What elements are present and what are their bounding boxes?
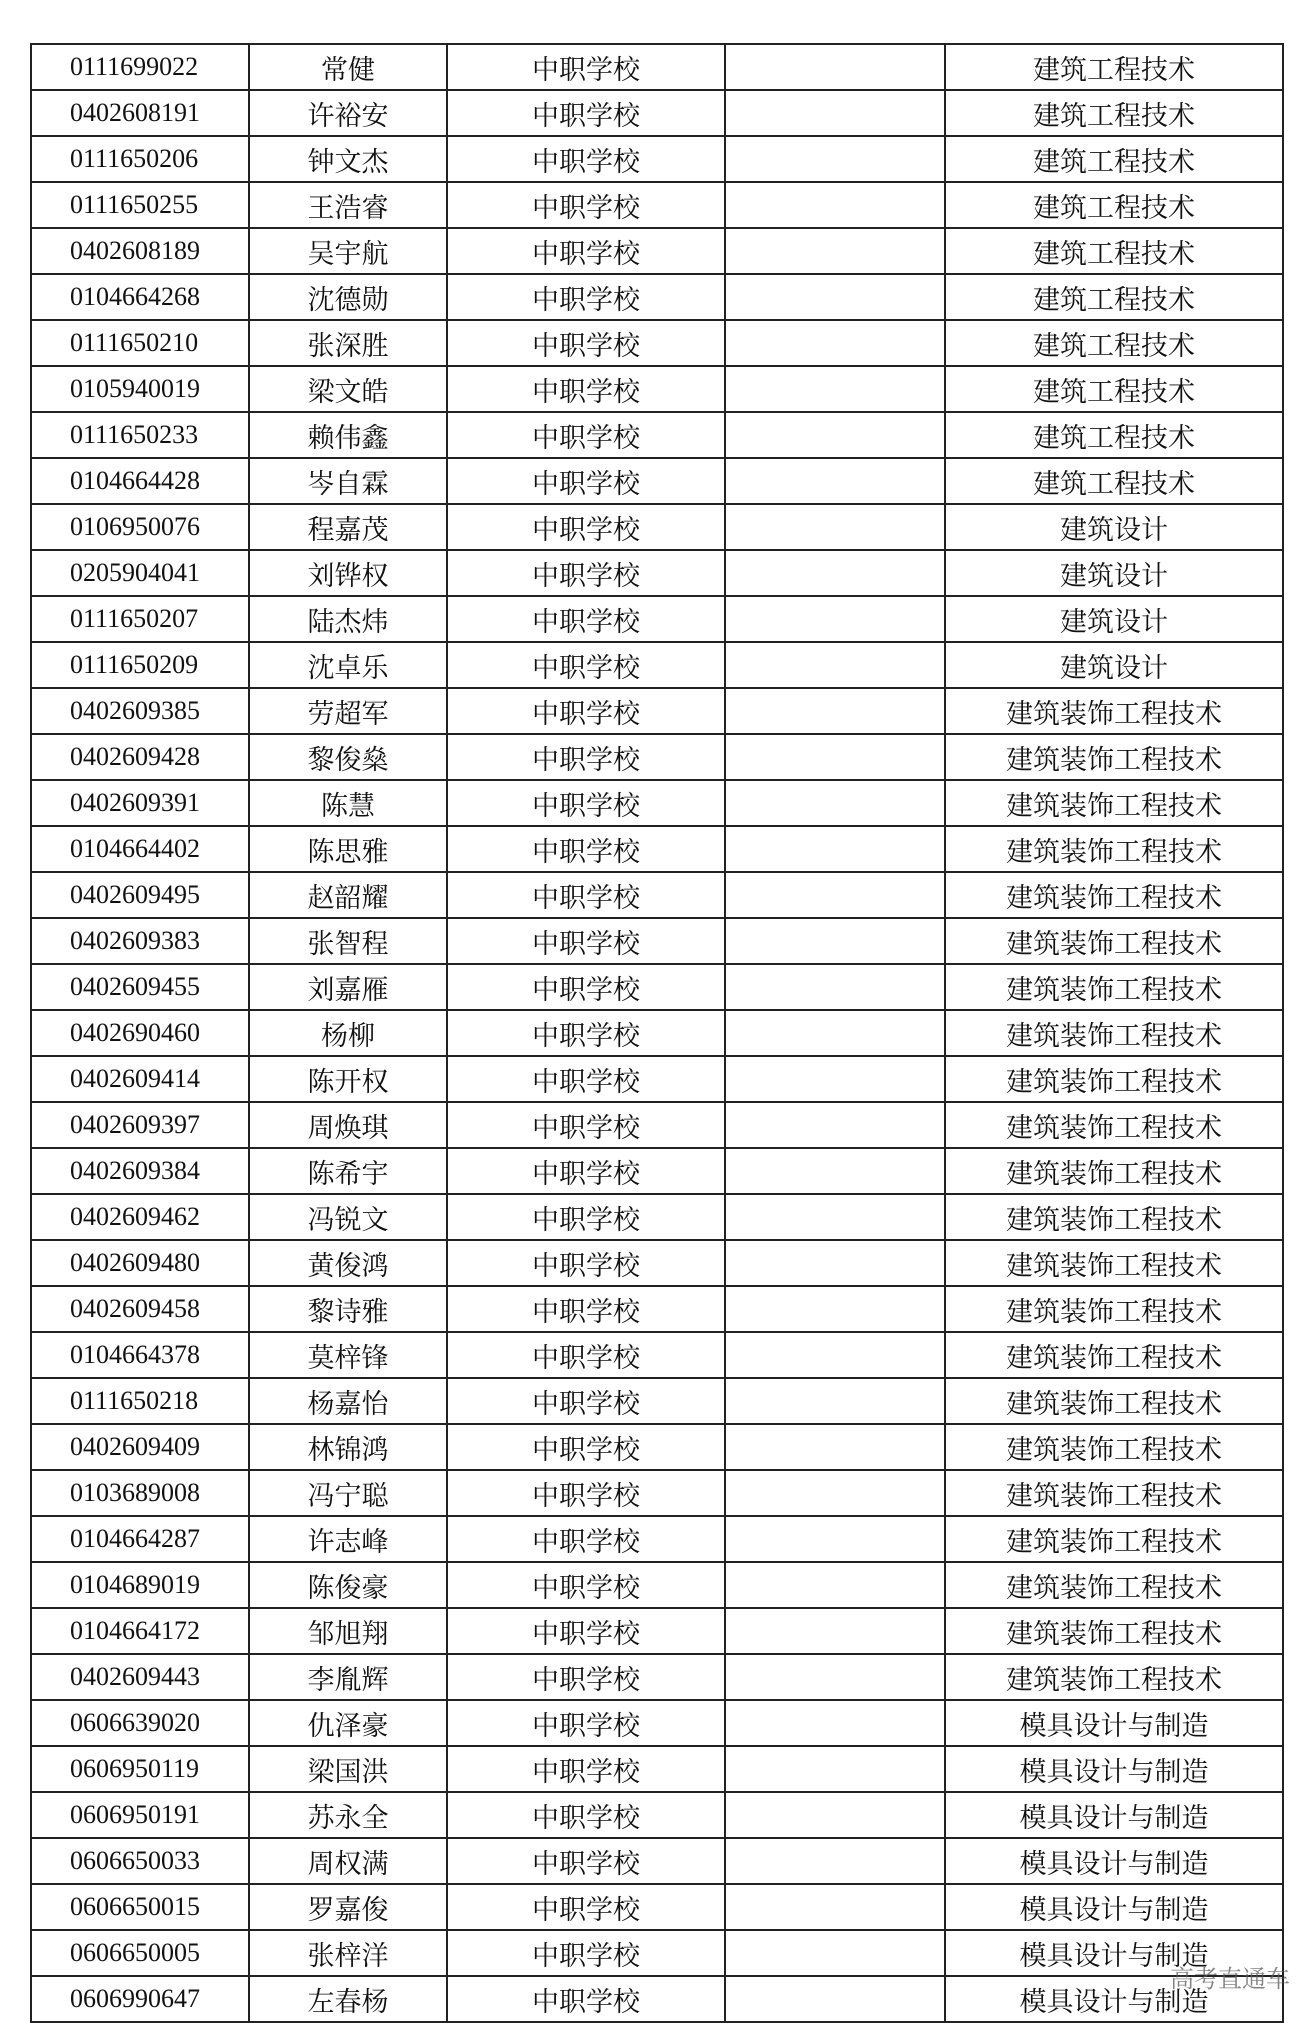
blank-cell bbox=[725, 1746, 945, 1792]
blank-cell bbox=[725, 780, 945, 826]
school-type-cell: 中职学校 bbox=[447, 90, 725, 136]
candidate-id-cell: 0106950076 bbox=[31, 504, 249, 550]
table-row bbox=[31, 872, 1283, 918]
student-name-cell: 赖伟鑫 bbox=[249, 412, 447, 458]
student-name-cell: 冯宁聪 bbox=[249, 1470, 447, 1516]
school-type-cell: 中职学校 bbox=[447, 1378, 725, 1424]
school-type-cell: 中职学校 bbox=[447, 136, 725, 182]
blank-cell bbox=[725, 44, 945, 90]
table-row bbox=[31, 1286, 1283, 1332]
candidate-id-cell: 0402609409 bbox=[31, 1424, 249, 1470]
school-type-cell: 中职学校 bbox=[447, 1884, 725, 1930]
school-type-cell: 中职学校 bbox=[447, 1746, 725, 1792]
candidate-id-cell: 0104664287 bbox=[31, 1516, 249, 1562]
student-name-cell: 陈俊豪 bbox=[249, 1562, 447, 1608]
blank-cell bbox=[725, 412, 945, 458]
candidate-id-cell: 0402609443 bbox=[31, 1654, 249, 1700]
blank-cell bbox=[725, 964, 945, 1010]
student-name-cell: 梁国洪 bbox=[249, 1746, 447, 1792]
student-name-cell: 许志峰 bbox=[249, 1516, 447, 1562]
major-cell: 建筑装饰工程技术 bbox=[945, 734, 1283, 780]
school-type-cell: 中职学校 bbox=[447, 1838, 725, 1884]
student-name-cell: 沈德勋 bbox=[249, 274, 447, 320]
school-type-cell: 中职学校 bbox=[447, 1240, 725, 1286]
student-name-cell: 常健 bbox=[249, 44, 447, 90]
table-row bbox=[31, 274, 1283, 320]
major-cell: 建筑工程技术 bbox=[945, 182, 1283, 228]
major-cell: 建筑工程技术 bbox=[945, 458, 1283, 504]
major-cell: 模具设计与制造 bbox=[945, 1884, 1283, 1930]
admission-roster-table bbox=[30, 43, 1284, 2023]
major-cell: 建筑装饰工程技术 bbox=[945, 1102, 1283, 1148]
major-cell: 模具设计与制造 bbox=[945, 1838, 1283, 1884]
school-type-cell: 中职学校 bbox=[447, 1562, 725, 1608]
table-row bbox=[31, 1516, 1283, 1562]
major-cell: 建筑装饰工程技术 bbox=[945, 918, 1283, 964]
candidate-id-cell: 0402609384 bbox=[31, 1148, 249, 1194]
candidate-id-cell: 0111650209 bbox=[31, 642, 249, 688]
student-name-cell: 张深胜 bbox=[249, 320, 447, 366]
blank-cell bbox=[725, 596, 945, 642]
candidate-id-cell: 0104664172 bbox=[31, 1608, 249, 1654]
candidate-id-cell: 0104664268 bbox=[31, 274, 249, 320]
candidate-id-cell: 0402609458 bbox=[31, 1286, 249, 1332]
student-name-cell: 梁文皓 bbox=[249, 366, 447, 412]
table-row bbox=[31, 918, 1283, 964]
blank-cell bbox=[725, 1332, 945, 1378]
student-name-cell: 陈希宇 bbox=[249, 1148, 447, 1194]
blank-cell bbox=[725, 1516, 945, 1562]
candidate-id-cell: 0402609462 bbox=[31, 1194, 249, 1240]
school-type-cell: 中职学校 bbox=[447, 1056, 725, 1102]
blank-cell bbox=[725, 734, 945, 780]
major-cell: 建筑工程技术 bbox=[945, 320, 1283, 366]
major-cell: 建筑工程技术 bbox=[945, 44, 1283, 90]
school-type-cell: 中职学校 bbox=[447, 274, 725, 320]
student-name-cell: 程嘉茂 bbox=[249, 504, 447, 550]
school-type-cell: 中职学校 bbox=[447, 826, 725, 872]
major-cell: 建筑装饰工程技术 bbox=[945, 1148, 1283, 1194]
student-name-cell: 仇泽豪 bbox=[249, 1700, 447, 1746]
school-type-cell: 中职学校 bbox=[447, 44, 725, 90]
table-row bbox=[31, 596, 1283, 642]
school-type-cell: 中职学校 bbox=[447, 504, 725, 550]
school-type-cell: 中职学校 bbox=[447, 1332, 725, 1378]
blank-cell bbox=[725, 1010, 945, 1056]
blank-cell bbox=[725, 1240, 945, 1286]
student-name-cell: 张智程 bbox=[249, 918, 447, 964]
blank-cell bbox=[725, 1792, 945, 1838]
candidate-id-cell: 0606639020 bbox=[31, 1700, 249, 1746]
candidate-id-cell: 0606650005 bbox=[31, 1930, 249, 1976]
major-cell: 建筑装饰工程技术 bbox=[945, 1470, 1283, 1516]
table-row bbox=[31, 44, 1283, 90]
major-cell: 建筑装饰工程技术 bbox=[945, 688, 1283, 734]
student-name-cell: 钟文杰 bbox=[249, 136, 447, 182]
student-name-cell: 邹旭翔 bbox=[249, 1608, 447, 1654]
student-name-cell: 杨柳 bbox=[249, 1010, 447, 1056]
candidate-id-cell: 0402609428 bbox=[31, 734, 249, 780]
school-type-cell: 中职学校 bbox=[447, 872, 725, 918]
major-cell: 模具设计与制造 bbox=[945, 1792, 1283, 1838]
school-type-cell: 中职学校 bbox=[447, 1654, 725, 1700]
candidate-id-cell: 0402608189 bbox=[31, 228, 249, 274]
blank-cell bbox=[725, 458, 945, 504]
table-row bbox=[31, 1700, 1283, 1746]
table-row bbox=[31, 1102, 1283, 1148]
candidate-id-cell: 0104664402 bbox=[31, 826, 249, 872]
table-row bbox=[31, 1470, 1283, 1516]
school-type-cell: 中职学校 bbox=[447, 1102, 725, 1148]
major-cell: 建筑工程技术 bbox=[945, 366, 1283, 412]
blank-cell bbox=[725, 1470, 945, 1516]
student-name-cell: 陈思雅 bbox=[249, 826, 447, 872]
table-row bbox=[31, 90, 1283, 136]
school-type-cell: 中职学校 bbox=[447, 320, 725, 366]
major-cell: 建筑工程技术 bbox=[945, 136, 1283, 182]
candidate-id-cell: 0111650207 bbox=[31, 596, 249, 642]
student-name-cell: 张梓洋 bbox=[249, 1930, 447, 1976]
table-row bbox=[31, 1976, 1283, 2022]
candidate-id-cell: 0402609397 bbox=[31, 1102, 249, 1148]
table-row bbox=[31, 826, 1283, 872]
blank-cell bbox=[725, 1700, 945, 1746]
table-row bbox=[31, 1332, 1283, 1378]
student-name-cell: 冯锐文 bbox=[249, 1194, 447, 1240]
school-type-cell: 中职学校 bbox=[447, 918, 725, 964]
major-cell: 建筑装饰工程技术 bbox=[945, 964, 1283, 1010]
school-type-cell: 中职学校 bbox=[447, 1792, 725, 1838]
candidate-id-cell: 0606650015 bbox=[31, 1884, 249, 1930]
major-cell: 建筑装饰工程技术 bbox=[945, 780, 1283, 826]
major-cell: 建筑装饰工程技术 bbox=[945, 1240, 1283, 1286]
student-name-cell: 周权满 bbox=[249, 1838, 447, 1884]
candidate-id-cell: 0402609385 bbox=[31, 688, 249, 734]
major-cell: 建筑装饰工程技术 bbox=[945, 1332, 1283, 1378]
candidate-id-cell: 0402609480 bbox=[31, 1240, 249, 1286]
table-row bbox=[31, 1838, 1283, 1884]
school-type-cell: 中职学校 bbox=[447, 1194, 725, 1240]
table-row bbox=[31, 458, 1283, 504]
student-name-cell: 黄俊鸿 bbox=[249, 1240, 447, 1286]
school-type-cell: 中职学校 bbox=[447, 1516, 725, 1562]
candidate-id-cell: 0606650033 bbox=[31, 1838, 249, 1884]
major-cell: 建筑装饰工程技术 bbox=[945, 1056, 1283, 1102]
student-name-cell: 吴宇航 bbox=[249, 228, 447, 274]
candidate-id-cell: 0402609414 bbox=[31, 1056, 249, 1102]
table-row bbox=[31, 504, 1283, 550]
candidate-id-cell: 0105940019 bbox=[31, 366, 249, 412]
table-row bbox=[31, 688, 1283, 734]
school-type-cell: 中职学校 bbox=[447, 642, 725, 688]
major-cell: 建筑工程技术 bbox=[945, 274, 1283, 320]
school-type-cell: 中职学校 bbox=[447, 1976, 725, 2022]
candidate-id-cell: 0111699022 bbox=[31, 44, 249, 90]
student-name-cell: 林锦鸿 bbox=[249, 1424, 447, 1470]
student-name-cell: 赵韶耀 bbox=[249, 872, 447, 918]
blank-cell bbox=[725, 1608, 945, 1654]
major-cell: 建筑设计 bbox=[945, 550, 1283, 596]
blank-cell bbox=[725, 1102, 945, 1148]
student-name-cell: 黎俊燊 bbox=[249, 734, 447, 780]
candidate-id-cell: 0111650233 bbox=[31, 412, 249, 458]
school-type-cell: 中职学校 bbox=[447, 1470, 725, 1516]
table-row bbox=[31, 1746, 1283, 1792]
candidate-id-cell: 0402608191 bbox=[31, 90, 249, 136]
table-row bbox=[31, 1148, 1283, 1194]
blank-cell bbox=[725, 826, 945, 872]
blank-cell bbox=[725, 1056, 945, 1102]
major-cell: 建筑设计 bbox=[945, 596, 1283, 642]
blank-cell bbox=[725, 1194, 945, 1240]
major-cell: 建筑工程技术 bbox=[945, 90, 1283, 136]
table-row bbox=[31, 1378, 1283, 1424]
major-cell: 建筑装饰工程技术 bbox=[945, 872, 1283, 918]
student-name-cell: 杨嘉怡 bbox=[249, 1378, 447, 1424]
table-row bbox=[31, 320, 1283, 366]
school-type-cell: 中职学校 bbox=[447, 734, 725, 780]
major-cell: 建筑工程技术 bbox=[945, 228, 1283, 274]
blank-cell bbox=[725, 918, 945, 964]
table-row bbox=[31, 1056, 1283, 1102]
blank-cell bbox=[725, 1930, 945, 1976]
major-cell: 模具设计与制造 bbox=[945, 1746, 1283, 1792]
student-name-cell: 陆杰炜 bbox=[249, 596, 447, 642]
student-name-cell: 陈慧 bbox=[249, 780, 447, 826]
candidate-id-cell: 0103689008 bbox=[31, 1470, 249, 1516]
candidate-id-cell: 0111650218 bbox=[31, 1378, 249, 1424]
school-type-cell: 中职学校 bbox=[447, 1700, 725, 1746]
candidate-id-cell: 0606950119 bbox=[31, 1746, 249, 1792]
school-type-cell: 中职学校 bbox=[447, 182, 725, 228]
blank-cell bbox=[725, 228, 945, 274]
table-row bbox=[31, 1424, 1283, 1470]
table-row bbox=[31, 136, 1283, 182]
major-cell: 建筑设计 bbox=[945, 642, 1283, 688]
major-cell: 建筑装饰工程技术 bbox=[945, 1516, 1283, 1562]
blank-cell bbox=[725, 1378, 945, 1424]
student-name-cell: 许裕安 bbox=[249, 90, 447, 136]
candidate-id-cell: 0205904041 bbox=[31, 550, 249, 596]
school-type-cell: 中职学校 bbox=[447, 228, 725, 274]
blank-cell bbox=[725, 182, 945, 228]
student-name-cell: 刘铧权 bbox=[249, 550, 447, 596]
blank-cell bbox=[725, 1424, 945, 1470]
student-name-cell: 黎诗雅 bbox=[249, 1286, 447, 1332]
major-cell: 建筑装饰工程技术 bbox=[945, 1562, 1283, 1608]
blank-cell bbox=[725, 136, 945, 182]
table-row bbox=[31, 734, 1283, 780]
blank-cell bbox=[725, 1562, 945, 1608]
school-type-cell: 中职学校 bbox=[447, 412, 725, 458]
student-name-cell: 罗嘉俊 bbox=[249, 1884, 447, 1930]
table-row bbox=[31, 228, 1283, 274]
school-type-cell: 中职学校 bbox=[447, 780, 725, 826]
student-name-cell: 劳超军 bbox=[249, 688, 447, 734]
school-type-cell: 中职学校 bbox=[447, 1930, 725, 1976]
major-cell: 建筑装饰工程技术 bbox=[945, 1010, 1283, 1056]
table-row bbox=[31, 780, 1283, 826]
blank-cell bbox=[725, 1654, 945, 1700]
school-type-cell: 中职学校 bbox=[447, 366, 725, 412]
student-name-cell: 周焕琪 bbox=[249, 1102, 447, 1148]
major-cell: 模具设计与制造 bbox=[945, 1700, 1283, 1746]
blank-cell bbox=[725, 1976, 945, 2022]
candidate-id-cell: 0402609455 bbox=[31, 964, 249, 1010]
major-cell: 建筑工程技术 bbox=[945, 412, 1283, 458]
candidate-id-cell: 0111650210 bbox=[31, 320, 249, 366]
major-cell: 建筑装饰工程技术 bbox=[945, 1194, 1283, 1240]
candidate-id-cell: 0104689019 bbox=[31, 1562, 249, 1608]
student-name-cell: 左春杨 bbox=[249, 1976, 447, 2022]
table-row bbox=[31, 1884, 1283, 1930]
blank-cell bbox=[725, 1148, 945, 1194]
school-type-cell: 中职学校 bbox=[447, 1424, 725, 1470]
major-cell: 建筑装饰工程技术 bbox=[945, 1654, 1283, 1700]
student-name-cell: 沈卓乐 bbox=[249, 642, 447, 688]
candidate-id-cell: 0111650206 bbox=[31, 136, 249, 182]
school-type-cell: 中职学校 bbox=[447, 1148, 725, 1194]
major-cell: 模具设计与制造 bbox=[945, 1930, 1283, 1976]
candidate-id-cell: 0402609391 bbox=[31, 780, 249, 826]
blank-cell bbox=[725, 1884, 945, 1930]
major-cell: 建筑装饰工程技术 bbox=[945, 1378, 1283, 1424]
candidate-id-cell: 0104664428 bbox=[31, 458, 249, 504]
table-row bbox=[31, 1930, 1283, 1976]
table-row bbox=[31, 182, 1283, 228]
candidate-id-cell: 0104664378 bbox=[31, 1332, 249, 1378]
table-row bbox=[31, 1562, 1283, 1608]
school-type-cell: 中职学校 bbox=[447, 688, 725, 734]
school-type-cell: 中职学校 bbox=[447, 964, 725, 1010]
student-name-cell: 刘嘉雁 bbox=[249, 964, 447, 1010]
candidate-id-cell: 0402690460 bbox=[31, 1010, 249, 1056]
blank-cell bbox=[725, 1286, 945, 1332]
school-type-cell: 中职学校 bbox=[447, 1010, 725, 1056]
major-cell: 模具设计与制造 bbox=[945, 1976, 1283, 2022]
table-row bbox=[31, 1194, 1283, 1240]
school-type-cell: 中职学校 bbox=[447, 1286, 725, 1332]
major-cell: 建筑装饰工程技术 bbox=[945, 1424, 1283, 1470]
candidate-id-cell: 0606990647 bbox=[31, 1976, 249, 2022]
student-name-cell: 苏永全 bbox=[249, 1792, 447, 1838]
candidate-id-cell: 0606950191 bbox=[31, 1792, 249, 1838]
table-row bbox=[31, 1240, 1283, 1286]
table-row bbox=[31, 412, 1283, 458]
table-row bbox=[31, 1608, 1283, 1654]
blank-cell bbox=[725, 504, 945, 550]
table-row bbox=[31, 366, 1283, 412]
table-row bbox=[31, 1010, 1283, 1056]
table-row bbox=[31, 642, 1283, 688]
major-cell: 建筑装饰工程技术 bbox=[945, 1286, 1283, 1332]
roster-body bbox=[31, 44, 1283, 2022]
school-type-cell: 中职学校 bbox=[447, 458, 725, 504]
major-cell: 建筑装饰工程技术 bbox=[945, 826, 1283, 872]
school-type-cell: 中职学校 bbox=[447, 1608, 725, 1654]
table-row bbox=[31, 1654, 1283, 1700]
blank-cell bbox=[725, 366, 945, 412]
school-type-cell: 中职学校 bbox=[447, 596, 725, 642]
table-row bbox=[31, 1792, 1283, 1838]
blank-cell bbox=[725, 274, 945, 320]
blank-cell bbox=[725, 90, 945, 136]
blank-cell bbox=[725, 642, 945, 688]
student-name-cell: 陈开权 bbox=[249, 1056, 447, 1102]
major-cell: 建筑装饰工程技术 bbox=[945, 1608, 1283, 1654]
table-row bbox=[31, 964, 1283, 1010]
candidate-id-cell: 0111650255 bbox=[31, 182, 249, 228]
candidate-id-cell: 0402609383 bbox=[31, 918, 249, 964]
blank-cell bbox=[725, 550, 945, 596]
blank-cell bbox=[725, 1838, 945, 1884]
table-row bbox=[31, 550, 1283, 596]
blank-cell bbox=[725, 688, 945, 734]
student-name-cell: 王浩睿 bbox=[249, 182, 447, 228]
blank-cell bbox=[725, 872, 945, 918]
watermark: 高考直通车 bbox=[1170, 1965, 1290, 1993]
blank-cell bbox=[725, 320, 945, 366]
candidate-id-cell: 0402609495 bbox=[31, 872, 249, 918]
student-name-cell: 莫梓锋 bbox=[249, 1332, 447, 1378]
school-type-cell: 中职学校 bbox=[447, 550, 725, 596]
student-name-cell: 岑自霖 bbox=[249, 458, 447, 504]
major-cell: 建筑设计 bbox=[945, 504, 1283, 550]
student-name-cell: 李胤辉 bbox=[249, 1654, 447, 1700]
